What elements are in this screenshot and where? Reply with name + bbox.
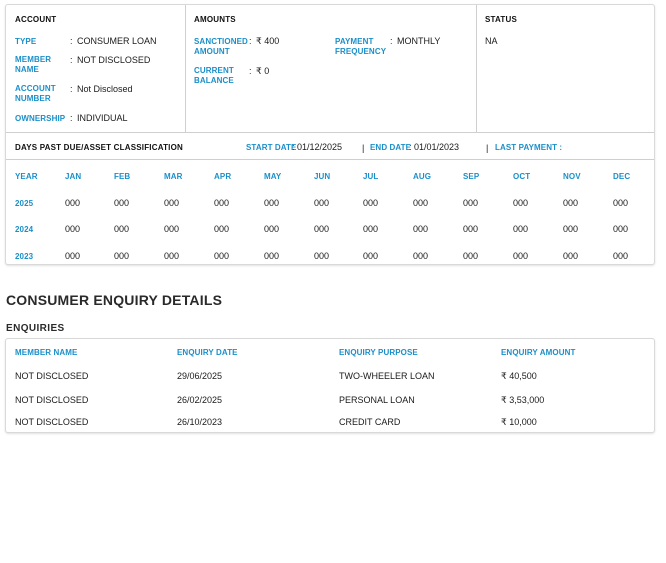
dpd-value-cell: 000 [264, 198, 280, 208]
dpd-value-cell: 000 [264, 251, 280, 261]
current-balance-value: ₹ 0 [256, 66, 270, 76]
dpd-value-cell: 000 [114, 224, 130, 234]
pipe-separator: | [362, 143, 365, 153]
ownership-label: OWNERSHIP [15, 114, 66, 123]
dpd-value-cell: 000 [314, 224, 330, 234]
type-label: TYPE [15, 37, 37, 46]
enquiry-cell: TWO-WHEELER LOAN [339, 371, 435, 381]
current-label-line2: BALANCE [194, 76, 234, 85]
dpd-column-header: AUG [413, 172, 432, 181]
account-card [5, 4, 655, 265]
separator: : [249, 66, 252, 76]
end-date-label: END DATE [370, 143, 412, 152]
dpd-value-cell: 000 [164, 198, 180, 208]
dpd-value-cell: 000 [563, 251, 579, 261]
separator: : [390, 36, 393, 46]
dpd-value-cell: 000 [413, 224, 429, 234]
dpd-value-cell: 000 [164, 251, 180, 261]
dpd-value-cell: 000 [314, 251, 330, 261]
payment-label-line1: PAYMENT [335, 37, 374, 46]
member-name-label-line1: MEMBER [15, 55, 52, 64]
enquiries-subtitle: ENQUIRIES [6, 323, 65, 334]
dpd-value-cell: 000 [65, 251, 81, 261]
enquiry-column-header: MEMBER NAME [15, 348, 78, 357]
separator: : [70, 55, 73, 65]
enquiry-cell: PERSONAL LOAN [339, 395, 415, 405]
dpd-value-cell: 000 [413, 198, 429, 208]
payment-frequency-value: MONTHLY [397, 36, 441, 46]
dpd-column-header: APR [214, 172, 232, 181]
enquiry-cell: 29/06/2025 [177, 371, 223, 381]
dpd-year-cell: 2025 [15, 199, 34, 208]
sanctioned-amount-label [194, 37, 248, 57]
sanctioned-label-line1: SANCTIONED [194, 37, 248, 46]
account-number-label [15, 84, 56, 104]
payment-frequency-label [335, 37, 386, 57]
last-payment-label: LAST PAYMENT : [495, 143, 563, 152]
dpd-column-header: OCT [513, 172, 531, 181]
dpd-column-header: YEAR [15, 172, 38, 181]
section-title: CONSUMER ENQUIRY DETAILS [6, 292, 223, 308]
dpd-value-cell: 000 [613, 198, 629, 208]
dpd-value-cell: 000 [613, 224, 629, 234]
type-value: CONSUMER LOAN [77, 36, 157, 46]
member-name-value: NOT DISCLOSED [77, 55, 151, 65]
dpd-column-header: JUL [363, 172, 379, 181]
status-value: NA [485, 36, 498, 46]
dpd-value-cell: 000 [214, 198, 230, 208]
separator: : [70, 113, 73, 123]
dpd-title: DAYS PAST DUE/ASSET CLASSIFICATION [15, 143, 184, 152]
dpd-value-cell: 000 [214, 251, 230, 261]
dpd-column-header: DEC [613, 172, 631, 181]
sanctioned-amount-value: ₹ 400 [256, 36, 280, 46]
dpd-value-cell: 000 [563, 224, 579, 234]
dpd-value-cell: 000 [363, 224, 379, 234]
enquiry-column-header: ENQUIRY DATE [177, 348, 238, 357]
dpd-value-cell: 000 [413, 251, 429, 261]
dpd-column-header: NOV [563, 172, 581, 181]
separator: : [249, 36, 252, 46]
dpd-column-header: MAY [264, 172, 282, 181]
sanctioned-label-line2: AMOUNT [194, 47, 230, 56]
start-date-label: START DATE [246, 143, 297, 152]
dpd-value-cell: 000 [363, 251, 379, 261]
member-name-label [15, 55, 51, 75]
dpd-value-cell: 000 [65, 224, 81, 234]
enquiry-cell: ₹ 40,500 [501, 371, 537, 381]
end-date-value: : 01/01/2023 [409, 142, 460, 152]
ownership-value: INDIVIDUAL [77, 113, 128, 123]
divider [476, 5, 477, 132]
divider [6, 132, 654, 133]
enquiries-card [5, 338, 655, 433]
separator: : [70, 84, 73, 94]
dpd-value-cell: 000 [463, 198, 479, 208]
amounts-header: AMOUNTS [194, 15, 236, 24]
enquiry-cell: 26/02/2025 [177, 395, 223, 405]
dpd-value-cell: 000 [264, 224, 280, 234]
account-number-label-line1: ACCOUNT [15, 84, 56, 93]
enquiry-column-header: ENQUIRY PURPOSE [339, 348, 418, 357]
start-date-value: : 01/12/2025 [292, 142, 343, 152]
current-balance-label [194, 66, 234, 86]
dpd-column-header: FEB [114, 172, 131, 181]
dpd-table [6, 159, 654, 265]
enquiry-cell: CREDIT CARD [339, 417, 401, 427]
enquiry-cell: ₹ 3,53,000 [501, 395, 545, 405]
account-number-value: Not Disclosed [77, 84, 133, 94]
dpd-value-cell: 000 [513, 198, 529, 208]
dpd-column-header: JAN [65, 172, 82, 181]
dpd-year-cell: 2023 [15, 252, 34, 261]
enquiry-cell: NOT DISCLOSED [15, 395, 89, 405]
dpd-column-header: SEP [463, 172, 480, 181]
dpd-value-cell: 000 [363, 198, 379, 208]
pipe-separator: | [486, 143, 489, 153]
dpd-value-cell: 000 [513, 251, 529, 261]
enquiry-cell: NOT DISCLOSED [15, 371, 89, 381]
account-header: ACCOUNT [15, 15, 57, 24]
member-name-label-line2: NAME [15, 65, 39, 74]
dpd-value-cell: 000 [463, 251, 479, 261]
payment-label-line2: FREQUENCY [335, 47, 387, 56]
dpd-column-header: JUN [314, 172, 331, 181]
current-label-line1: CURRENT [194, 66, 234, 75]
dpd-column-header: MAR [164, 172, 183, 181]
dpd-value-cell: 000 [65, 198, 81, 208]
status-header: STATUS [485, 15, 518, 24]
dpd-value-cell: 000 [314, 198, 330, 208]
account-number-label-line2: NUMBER [15, 94, 51, 103]
separator: : [70, 36, 73, 46]
enquiries-table [6, 339, 654, 432]
enquiry-cell: ₹ 10,000 [501, 417, 537, 427]
enquiry-column-header: ENQUIRY AMOUNT [501, 348, 576, 357]
dpd-value-cell: 000 [513, 224, 529, 234]
divider [185, 5, 186, 132]
enquiry-cell: 26/10/2023 [177, 417, 223, 427]
enquiry-cell: NOT DISCLOSED [15, 417, 89, 427]
dpd-value-cell: 000 [563, 198, 579, 208]
dpd-value-cell: 000 [214, 224, 230, 234]
dpd-value-cell: 000 [613, 251, 629, 261]
dpd-value-cell: 000 [114, 251, 130, 261]
dpd-value-cell: 000 [164, 224, 180, 234]
dpd-year-cell: 2024 [15, 225, 34, 234]
dpd-value-cell: 000 [114, 198, 130, 208]
dpd-value-cell: 000 [463, 224, 479, 234]
